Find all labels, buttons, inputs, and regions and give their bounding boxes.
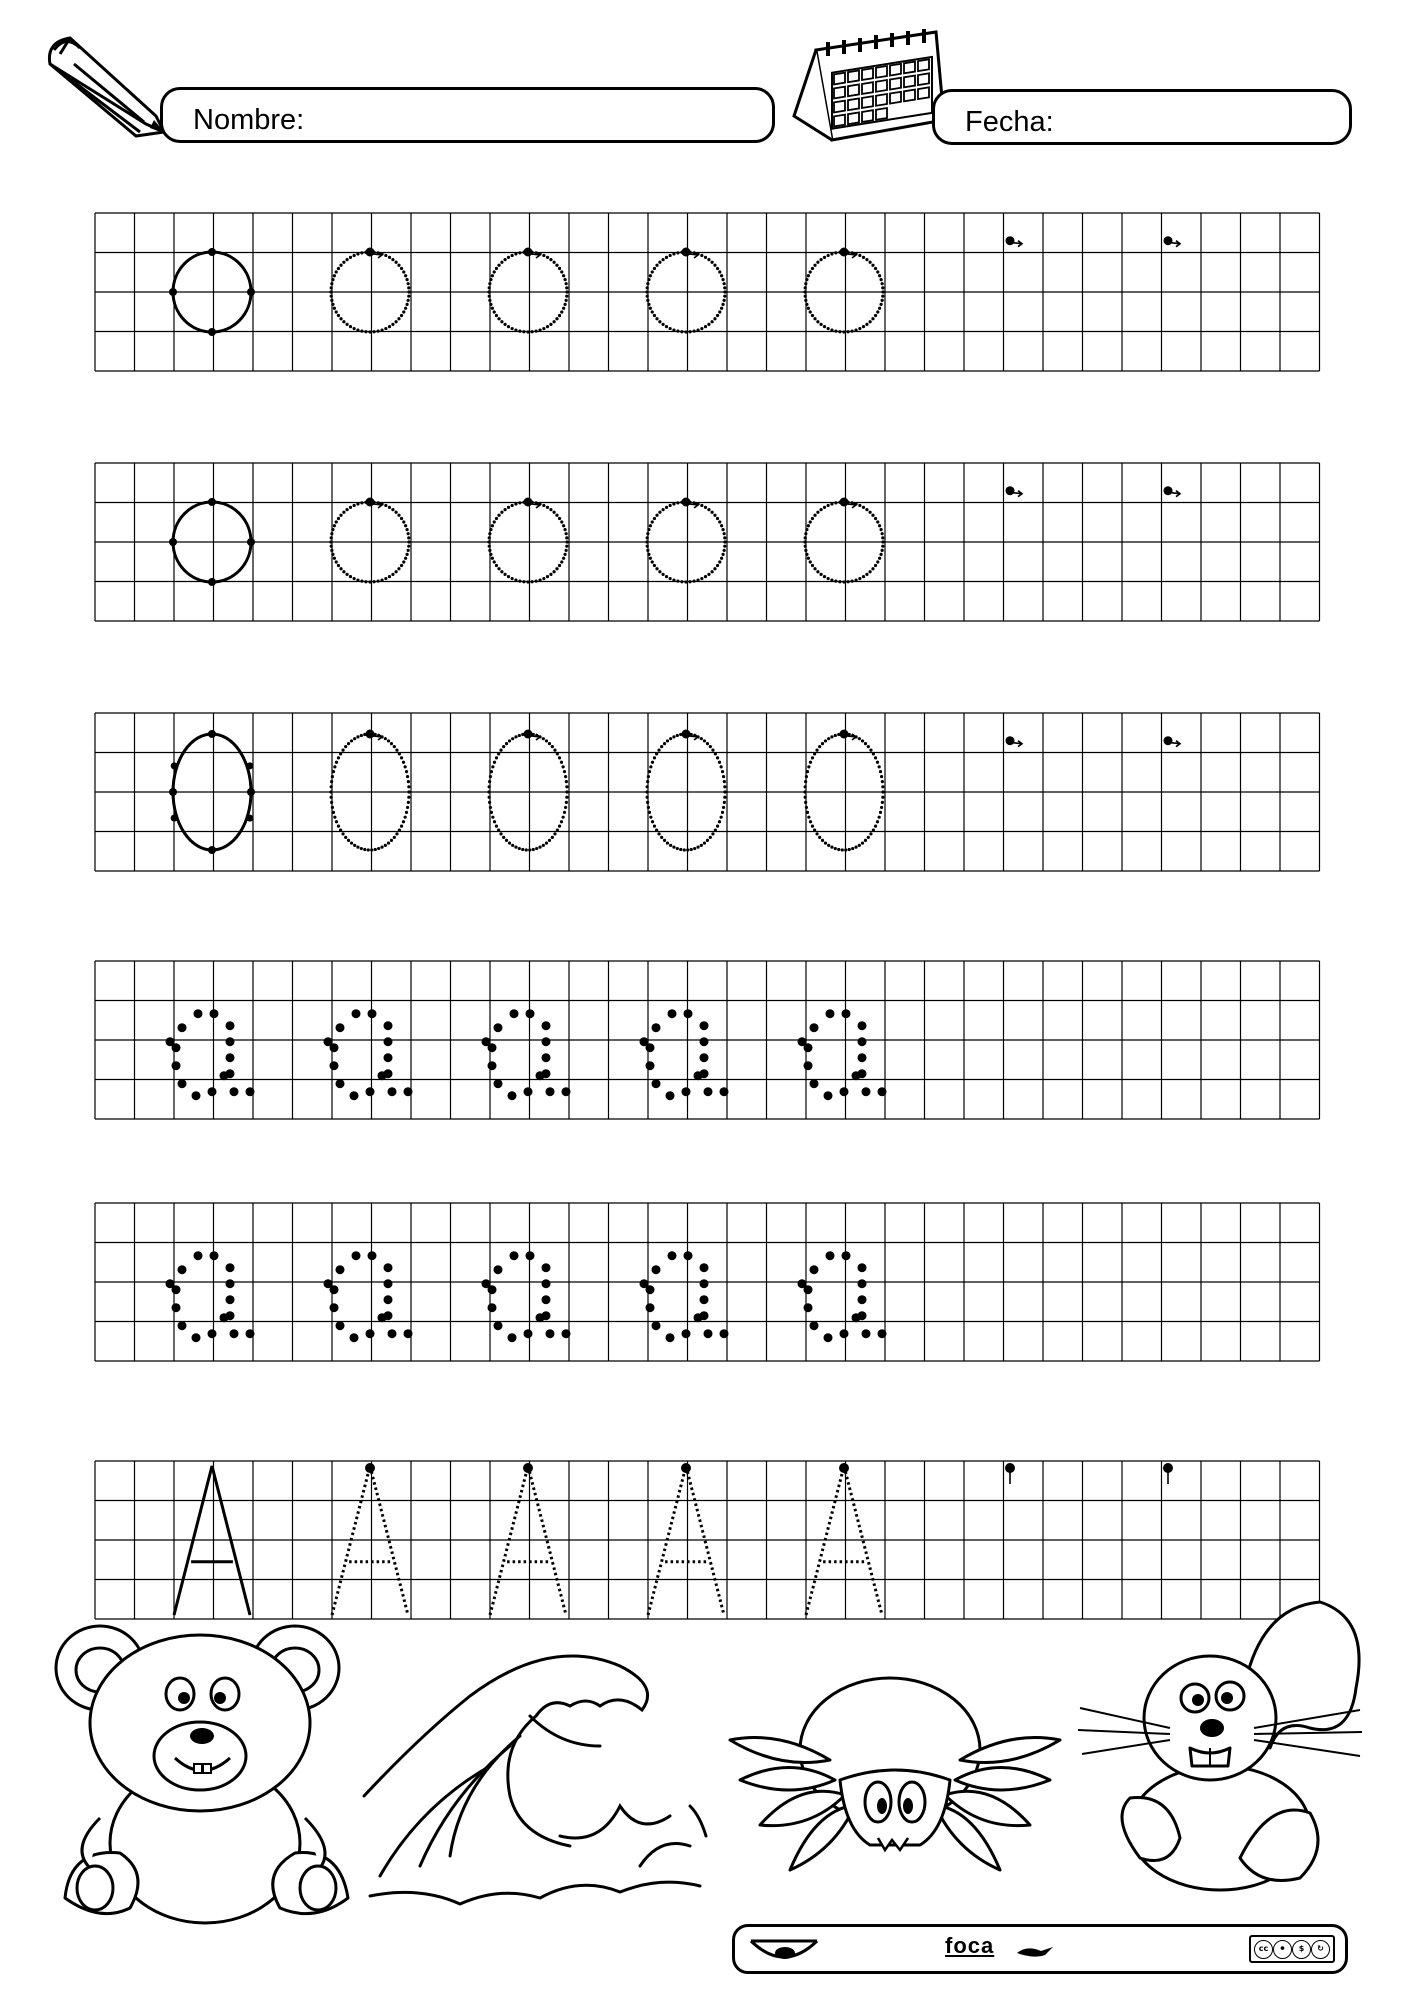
nc-icon: $: [1292, 1940, 1311, 1959]
pencil-icon: [36, 24, 176, 144]
trace-shape: [645, 248, 726, 334]
trace-letter-A: [332, 1463, 408, 1615]
trace-shape: [803, 248, 884, 334]
practice-row-a-lowercase-1[interactable]: [94, 960, 1326, 1120]
trace-letter-A: [490, 1463, 566, 1615]
trace-letter-a: [640, 1009, 729, 1100]
trace-letter-a: [166, 1009, 255, 1100]
license-badge[interactable]: [1249, 1935, 1335, 1963]
trace-letter-a: [482, 1251, 571, 1342]
practice-row-A-uppercase[interactable]: [94, 1460, 1326, 1620]
smile-icon: [747, 1933, 821, 1972]
trace-letter-a: [166, 1251, 255, 1342]
cc-icon: cc: [1254, 1940, 1273, 1959]
wave-illustration: [360, 1636, 710, 1921]
bear-illustration: [30, 1618, 380, 1933]
trace-shape: [487, 248, 568, 334]
trace-letter-a: [798, 1251, 887, 1342]
start-dots: [1006, 236, 1181, 247]
sa-icon: ↻: [1311, 1940, 1330, 1959]
trace-shape: [803, 730, 884, 852]
seal-icon: [1015, 1941, 1055, 1966]
date-label: Fecha:: [965, 106, 1054, 138]
trace-letter-A: [806, 1463, 882, 1615]
name-field[interactable]: [160, 87, 775, 143]
trace-letter-a: [482, 1009, 571, 1100]
trace-letter-A: [648, 1463, 724, 1615]
practice-row-a-lowercase-2[interactable]: [94, 1202, 1326, 1362]
date-field[interactable]: [932, 89, 1352, 145]
trace-shape: [645, 498, 726, 584]
practice-row-circles-2[interactable]: [94, 462, 1326, 622]
trace-shape: [803, 498, 884, 584]
grid: [95, 713, 1320, 871]
trace-shape: [645, 730, 726, 852]
trace-letter-a: [324, 1009, 413, 1100]
trace-shape: [329, 730, 410, 852]
trace-letter-a: [324, 1251, 413, 1342]
calendar-icon: [786, 20, 956, 157]
brand-label: foca: [945, 1933, 995, 1958]
squirrel-illustration: [1070, 1598, 1370, 1903]
spider-illustration: [720, 1660, 1070, 1915]
grid: [95, 463, 1320, 621]
practice-row-circles-1[interactable]: [94, 212, 1326, 372]
grid: [95, 1461, 1320, 1619]
footer-bar: [732, 1924, 1348, 1974]
start-dots: [1006, 736, 1181, 747]
by-icon: ⚫: [1273, 1940, 1292, 1959]
start-dots: [1005, 1463, 1173, 1484]
grid: [95, 213, 1320, 371]
name-label: Nombre:: [193, 104, 305, 136]
trace-shape: [487, 730, 568, 852]
trace-letter-a: [640, 1251, 729, 1342]
start-dots: [1006, 486, 1181, 497]
trace-shape: [329, 248, 410, 334]
trace-shape: [329, 498, 410, 584]
trace-letter-a: [798, 1009, 887, 1100]
trace-shape: [487, 498, 568, 584]
practice-row-ovals[interactable]: [94, 712, 1326, 872]
